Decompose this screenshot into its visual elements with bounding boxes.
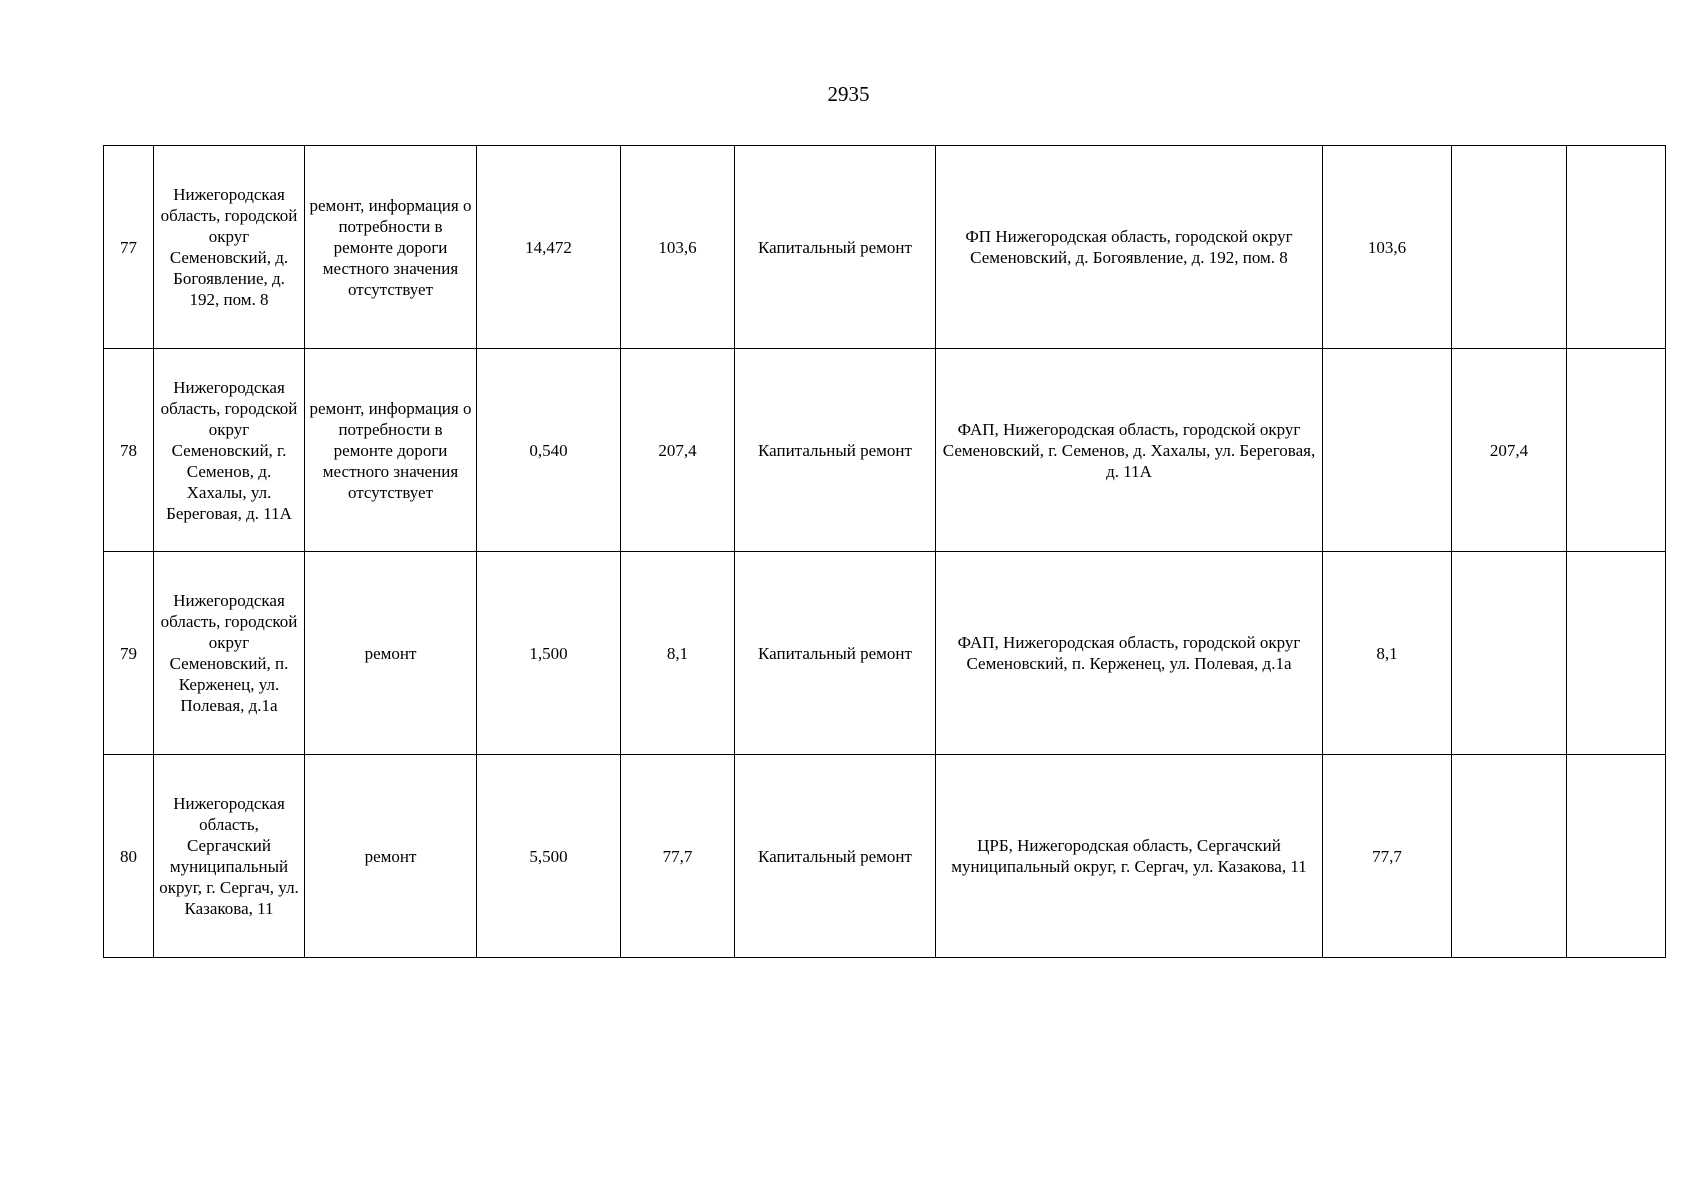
value3-cell: 8,1 bbox=[1323, 552, 1452, 755]
value2-cell: 8,1 bbox=[621, 552, 735, 755]
work-cell: ремонт, информация о потребности в ремонте дороги местного значения отсутствует bbox=[305, 146, 477, 349]
row-number-cell: 77 bbox=[104, 146, 154, 349]
work-cell: ремонт, информация о потребности в ремонте дороги местного значения отсутствует bbox=[305, 349, 477, 552]
repair-type-cell: Капитальный ремонт bbox=[735, 755, 936, 958]
table-row bbox=[104, 552, 1666, 755]
value2-cell: 103,6 bbox=[621, 146, 735, 349]
object-cell: ФАП, Нижегородская область, городской округ Семеновский, п. Керженец, ул. Полевая, д.1а bbox=[936, 552, 1323, 755]
value4-cell bbox=[1452, 755, 1567, 958]
row-number-cell: 79 bbox=[104, 552, 154, 755]
value5-cell bbox=[1567, 146, 1666, 349]
value5-cell bbox=[1567, 552, 1666, 755]
repair-type-cell: Капитальный ремонт bbox=[735, 552, 936, 755]
object-cell: ФАП, Нижегородская область, городской округ Семеновский, г. Семенов, д. Хахалы, ул. Береговая, д. 11А bbox=[936, 349, 1323, 552]
object-cell: ФП Нижегородская область, городской округ Семеновский, д. Богоявление, д. 192, пом. 8 bbox=[936, 146, 1323, 349]
work-cell: ремонт bbox=[305, 755, 477, 958]
value2-cell: 207,4 bbox=[621, 349, 735, 552]
value4-cell: 207,4 bbox=[1452, 349, 1567, 552]
row-number-cell: 78 bbox=[104, 349, 154, 552]
value2-cell: 77,7 bbox=[621, 755, 735, 958]
table-row bbox=[104, 755, 1666, 958]
value3-cell bbox=[1323, 349, 1452, 552]
value3-cell: 77,7 bbox=[1323, 755, 1452, 958]
repair-type-cell: Капитальный ремонт bbox=[735, 349, 936, 552]
address-cell: Нижегородская область, городской округ Семеновский, г. Семенов, д. Хахалы, ул. Береговая, д. 11А bbox=[154, 349, 305, 552]
value1-cell: 14,472 bbox=[477, 146, 621, 349]
value1-cell: 5,500 bbox=[477, 755, 621, 958]
value4-cell bbox=[1452, 552, 1567, 755]
data-table bbox=[103, 145, 1666, 958]
object-cell: ЦРБ, Нижегородская область, Сергачский муниципальный округ, г. Сергач, ул. Казакова, 11 bbox=[936, 755, 1323, 958]
value5-cell bbox=[1567, 755, 1666, 958]
table-row bbox=[104, 146, 1666, 349]
value3-cell: 103,6 bbox=[1323, 146, 1452, 349]
work-cell: ремонт bbox=[305, 552, 477, 755]
address-cell: Нижегородская область, Сергачский муниципальный округ, г. Сергач, ул. Казакова, 11 bbox=[154, 755, 305, 958]
value1-cell: 1,500 bbox=[477, 552, 621, 755]
page-number: 2935 bbox=[827, 82, 870, 106]
address-cell: Нижегородская область, городской округ Семеновский, д. Богоявление, д. 192, пом. 8 bbox=[154, 146, 305, 349]
table-row bbox=[104, 349, 1666, 552]
repair-type-cell: Капитальный ремонт bbox=[735, 146, 936, 349]
value1-cell: 0,540 bbox=[477, 349, 621, 552]
row-number-cell: 80 bbox=[104, 755, 154, 958]
address-cell: Нижегородская область, городской округ Семеновский, п. Керженец, ул. Полевая, д.1а bbox=[154, 552, 305, 755]
value4-cell bbox=[1452, 146, 1567, 349]
value5-cell bbox=[1567, 349, 1666, 552]
